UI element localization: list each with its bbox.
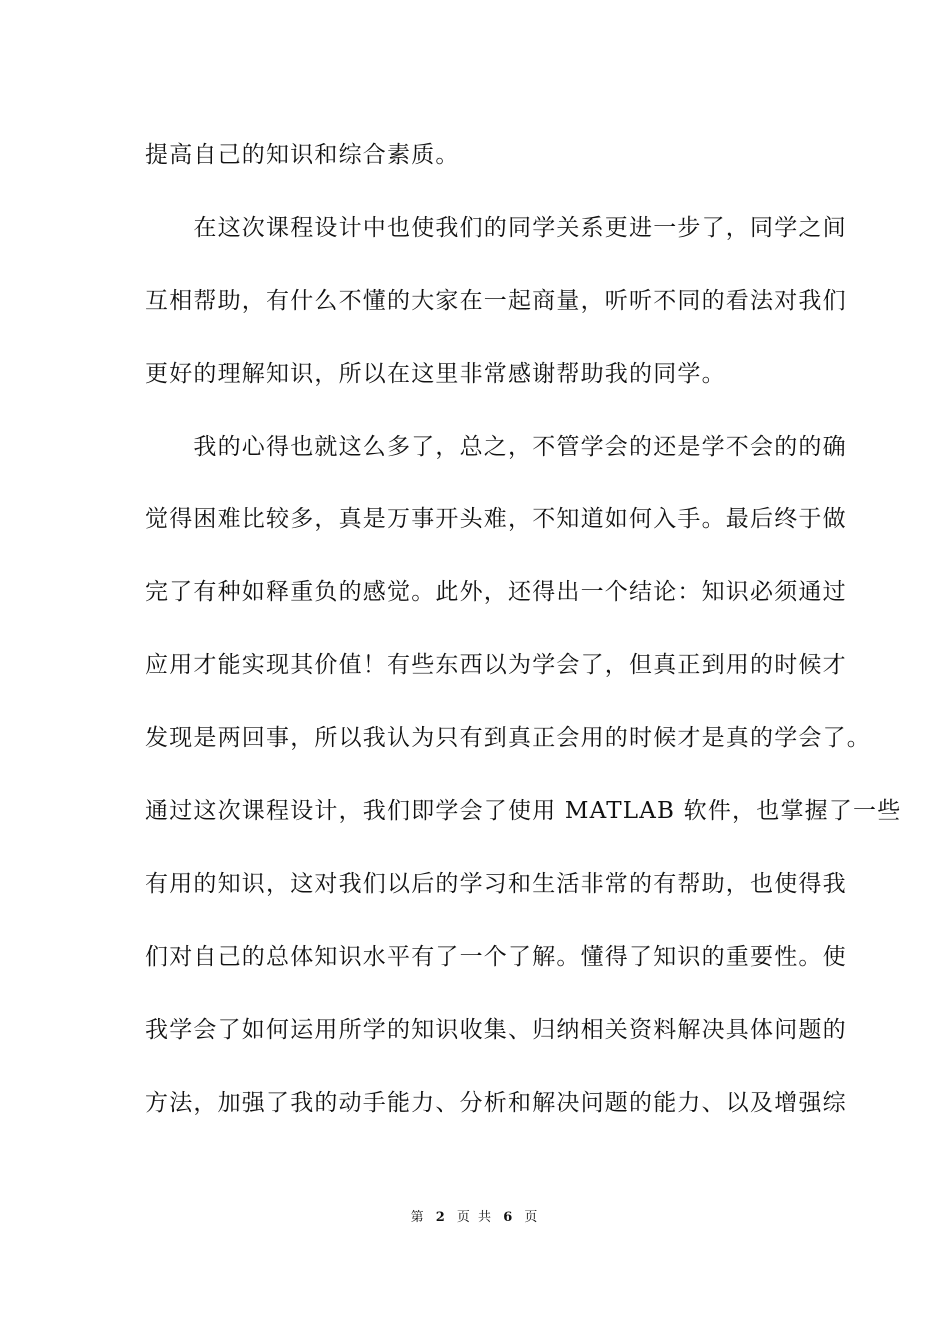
text-line: 方法，加强了我的动手能力、分析和解决问题的能力、以及增强综 xyxy=(145,1089,847,1116)
text-line: 互相帮助，有什么不懂的大家在一起商量，听听不同的看法对我们 xyxy=(145,287,847,314)
total-page-count: 6 xyxy=(503,1210,515,1225)
footer-middle: 页 共 xyxy=(456,1210,494,1225)
text-line: 通过这次课程设计，我们即学会了使用 MATLAB 软件，也掌握了一些 xyxy=(145,798,902,825)
text-line: 们对自己的总体知识水平有了一个了解。懂得了知识的重要性。使 xyxy=(145,943,847,970)
page-footer xyxy=(0,1206,950,1225)
text-line: 觉得困难比较多，真是万事开头难，不知道如何入手。最后终于做 xyxy=(145,506,847,533)
text-line: 提高自己的知识和综合素质。 xyxy=(145,142,460,168)
text-line: 有用的知识，这对我们以后的学习和生活非常的有帮助，也使得我 xyxy=(145,870,847,897)
text-line: 在这次课程设计中也使我们的同学关系更进一步了，同学之间 xyxy=(145,214,847,241)
body-text xyxy=(145,131,902,1151)
current-page-number: 2 xyxy=(435,1210,447,1225)
footer-prefix: 第 xyxy=(410,1210,426,1225)
footer-suffix: 页 xyxy=(524,1210,540,1225)
text-line: 更好的理解知识，所以在这里非常感谢帮助我的同学。 xyxy=(145,360,726,387)
text-line: 应用才能实现其价值！有些东西以为学会了，但真正到用的时候才 xyxy=(145,652,847,679)
text-line: 我的心得也就这么多了，总之，不管学会的还是学不会的的确 xyxy=(145,433,847,460)
text-line: 我学会了如何运用所学的知识收集、归纳相关资料解决具体问题的 xyxy=(145,1016,847,1043)
text-line: 完了有种如释重负的感觉。此外，还得出一个结论：知识必须通过 xyxy=(145,579,847,606)
text-line: 发现是两回事，所以我认为只有到真正会用的时候才是真的学会了。 xyxy=(145,725,871,752)
